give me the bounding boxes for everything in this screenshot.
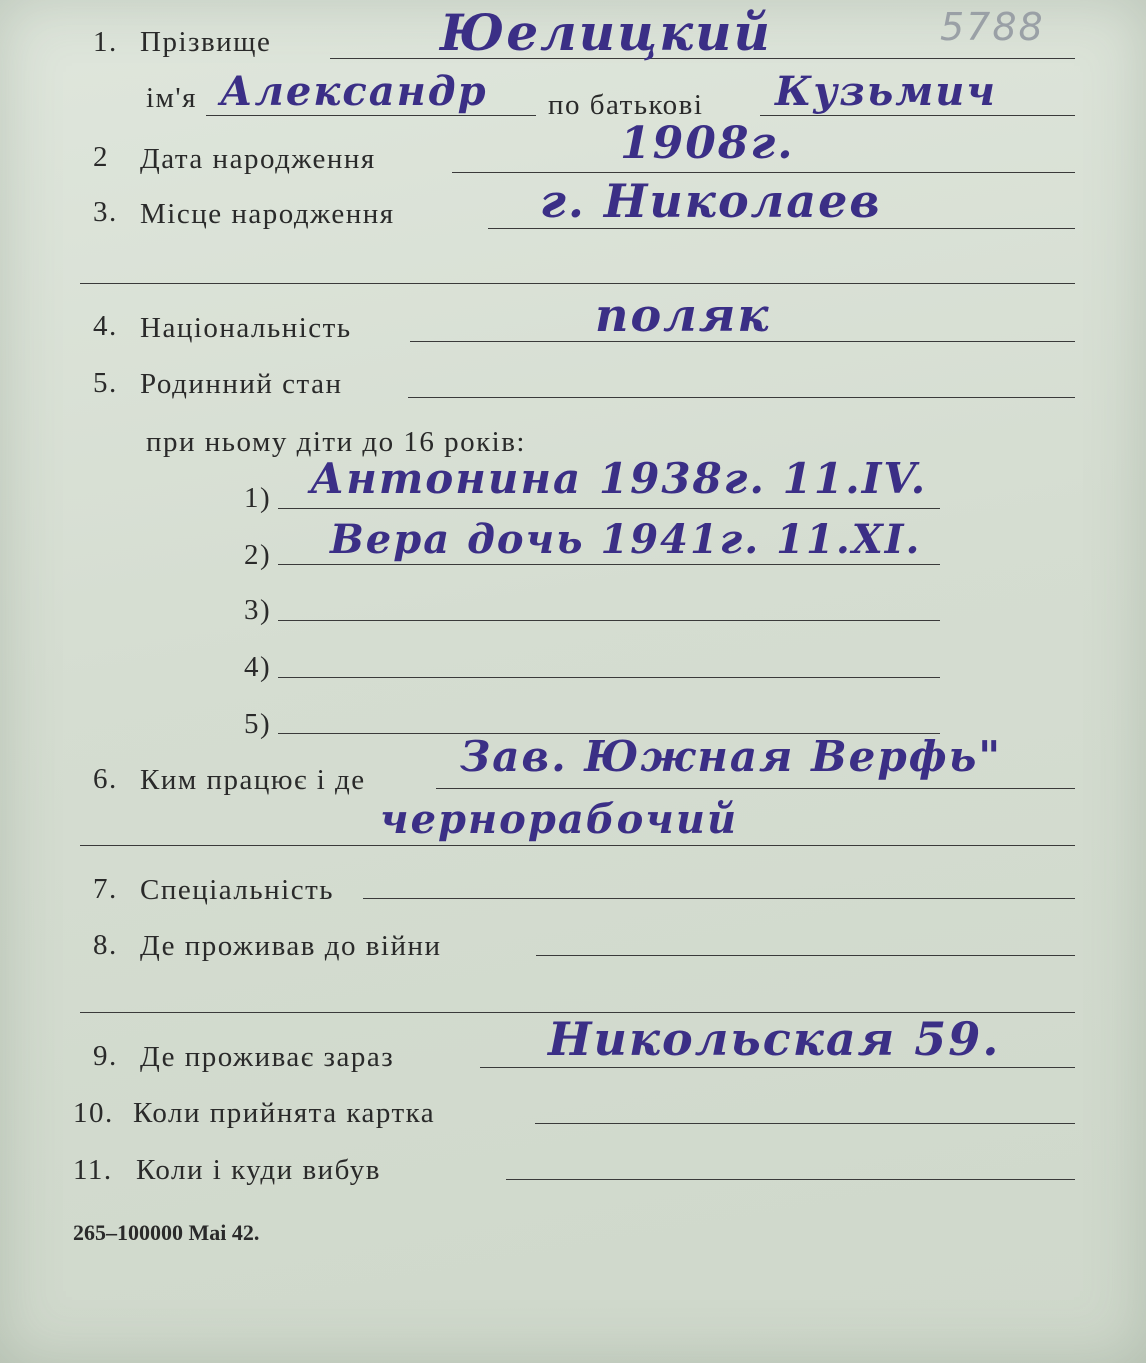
nationality-label: Національність xyxy=(140,312,352,344)
birthplace-value: г. Николаев xyxy=(540,174,882,228)
surname-value: Юелицкий xyxy=(440,3,772,62)
birthdate-line xyxy=(452,172,1075,173)
name-value: Александр xyxy=(220,68,488,115)
work-line xyxy=(436,788,1075,789)
birthplace-number: 3. xyxy=(93,196,118,228)
child-4-line xyxy=(278,677,940,678)
family-number: 5. xyxy=(93,367,118,399)
family-label: Родинний стан xyxy=(140,368,343,400)
child-4-number: 4) xyxy=(244,651,272,683)
printer-mark: 265–100000 Mai 42. xyxy=(73,1220,260,1245)
child-1-number: 1) xyxy=(244,482,272,514)
children-label: при ньому діти до 16 років: xyxy=(146,426,526,458)
child-3-number: 3) xyxy=(244,594,272,626)
child-3-line xyxy=(278,620,940,621)
current-value: Никольская 59. xyxy=(548,1012,1001,1066)
child-5-number: 5) xyxy=(244,708,272,740)
birthplace-line-2 xyxy=(80,283,1075,284)
birthplace-label: Місце народження xyxy=(140,198,395,230)
child-1-value: Антонина 1938г. 11.IV. xyxy=(310,454,928,503)
surname-number: 1. xyxy=(93,26,118,58)
departure-line xyxy=(506,1179,1075,1180)
patronymic-label: по батькові xyxy=(548,89,704,121)
nationality-number: 4. xyxy=(93,310,118,342)
card-date-label: Коли прийнята картка xyxy=(133,1097,436,1129)
specialty-number: 7. xyxy=(93,873,118,905)
current-line xyxy=(480,1067,1075,1068)
work-value-line-2: чернорабочий xyxy=(380,796,739,843)
nationality-value: поляк xyxy=(595,288,771,342)
child-2-line xyxy=(278,564,940,565)
card-date-line xyxy=(535,1123,1075,1124)
prewar-line xyxy=(536,955,1075,956)
card-date-number: 10. xyxy=(73,1097,114,1129)
child-2-value: Вера дочь 1941г. 11.XI. xyxy=(330,516,922,563)
prewar-label: Де проживав до війни xyxy=(140,930,442,962)
child-1-line xyxy=(278,508,940,509)
surname-label: Прізвище xyxy=(140,26,272,58)
child-2-number: 2) xyxy=(244,539,272,571)
patronymic-line xyxy=(760,115,1075,116)
name-label: ім'я xyxy=(146,82,197,114)
birthdate-value: 1908г. xyxy=(620,118,795,169)
birthplace-line xyxy=(488,228,1075,229)
patronymic-value: Кузьмич xyxy=(775,68,997,115)
work-value-line-1: Зав. Южная Верфь" xyxy=(460,732,1003,781)
current-number: 9. xyxy=(93,1040,118,1072)
departure-label: Коли і куди вибув xyxy=(136,1154,381,1186)
work-number: 6. xyxy=(93,763,118,795)
current-label: Де проживає зараз xyxy=(140,1041,395,1073)
name-line xyxy=(206,115,536,116)
family-line xyxy=(408,397,1075,398)
specialty-line xyxy=(363,898,1075,899)
work-label: Ким працює і де xyxy=(140,764,366,796)
birthdate-number: 2 xyxy=(93,141,109,173)
specialty-label: Спеціальність xyxy=(140,874,334,906)
work-line-2 xyxy=(80,845,1075,846)
prewar-number: 8. xyxy=(93,929,118,961)
birthdate-label: Дата народження xyxy=(140,143,376,175)
archive-number: 5788 xyxy=(940,5,1045,49)
departure-number: 11. xyxy=(73,1154,113,1186)
